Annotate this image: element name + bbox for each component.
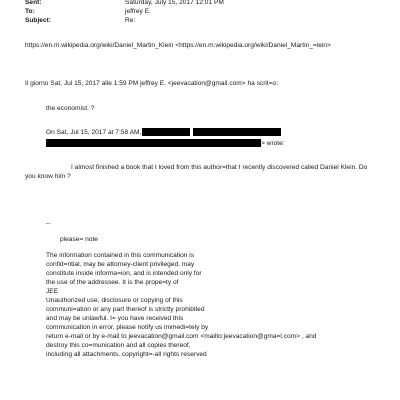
disclaimer-line: JEE [46, 288, 59, 295]
disclaimer-line: including all attachments. copyright=-all rights reserved [46, 351, 207, 358]
to-label: To: [25, 8, 35, 15]
disclaimer-block [46, 251, 366, 359]
to-row [25, 7, 151, 16]
please-note-line: please= note [60, 236, 98, 243]
book-line-2: you know him ? [25, 173, 71, 180]
book-line-1: I almost finished a book that I loved from this author=that I recently discovered called Daniel Klein. Do [71, 164, 368, 171]
to-value: jeffrey E. [125, 8, 151, 15]
economist-line: the economist. ? [46, 105, 95, 112]
signature-dashes: -- [46, 220, 51, 227]
disclaimer-line: and may be unlawful. I= you have received this [46, 315, 184, 322]
disclaimer-line: communi=ation or any part thereof is strictly prohibited [46, 306, 205, 313]
disclaimer-line: communication in error, please notify us immedi=tely by [46, 324, 209, 331]
disclaimer-line: confid=ntial, may be attorney-client privileged, may [46, 261, 195, 268]
subject-label: Subject: [25, 17, 52, 24]
quote-intro-line: Il giorno Sat, Jul 15, 2017 alle 1:59 PM jeffrey E. <jeevacation@gmail.com> ha scrit=o: [25, 80, 279, 87]
wikipedia-link-line[interactable]: https://en.m.wikipedia.org/wiki/Daniel_Martin_Klein <https://en.m.wikipedia.org/wiki/Daniel_Martin_=lein> [25, 42, 331, 49]
subject-value: Re: [125, 17, 136, 24]
disclaimer-line: return e-mail or by e-mail to jeevacation@gmail.com <mailto:jeevacation@gma=l.com> , and [46, 333, 317, 340]
disclaimer-line: destroy this co=munication and all copies thereof, [46, 342, 191, 349]
disclaimer-line: Unauthorized use, disclosure or copying of this [46, 297, 183, 304]
sent-value: Saturday, July 15, 2017 12:01 PM [125, 0, 224, 6]
redaction-box [193, 128, 281, 136]
redaction-box [142, 128, 190, 136]
subject-row [25, 16, 135, 25]
wrote-line: > wrote: [261, 140, 285, 147]
disclaimer-line: constitute inside informa=ion, and is intended only for [46, 270, 202, 277]
redaction-box [46, 139, 261, 147]
sent-row [25, 0, 224, 7]
disclaimer-line: the use of the addressee. It is the prope=ty of [46, 279, 179, 286]
sent-label: Sent: [25, 0, 42, 6]
disclaimer-line: The information contained in this communication is [46, 252, 195, 259]
on-sat-line: On Sat, Jul 15, 2017 at 7:58 AM, [46, 129, 142, 136]
